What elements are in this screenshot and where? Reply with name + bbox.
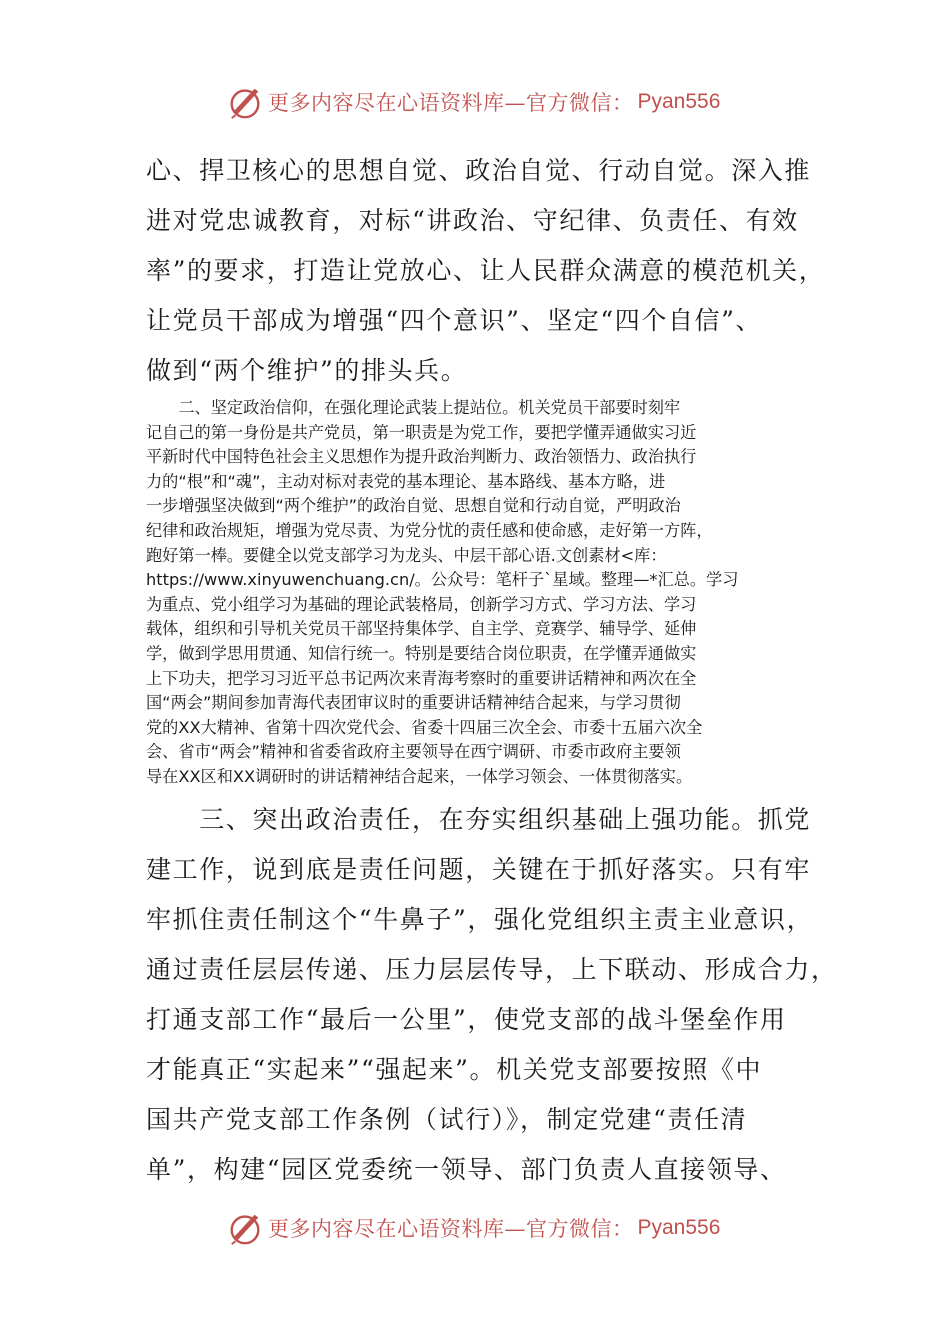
banner-text: 更多内容尽在心语资料库—官方微信：: [268, 91, 634, 115]
text-line: 率”的要求，打造让党放心、让人民群众满意的模范机关，: [146, 256, 826, 285]
pen-circle-logo-icon: [226, 1209, 264, 1247]
text-line: https://www.xinyuwenchuang.cn/。公众号：笔杆子`星域。整理—*汇总。学习: [146, 570, 739, 590]
text-line: 通过责任层层传递、压力层层传导，上下联动、形成合力，: [146, 955, 838, 984]
text-line: 让党员干部成为增强“四个意识”、坚定“四个自信”、: [146, 306, 763, 335]
text-line: 导在XX区和XX调研时的讲话精神结合起来，一体学习领会、一体贯彻落实。: [146, 766, 693, 786]
text-line: 打通支部工作“最后一公里”，使党支部的战斗堡垒作用: [146, 1005, 787, 1034]
paragraph-section-two: [146, 396, 806, 790]
paragraph-top: [146, 146, 826, 396]
text-line: 一步增强坚决做到“两个维护”的政治自觉、思想自觉和行动自觉，严明政治: [146, 496, 681, 516]
header-banner: [226, 82, 720, 122]
text-line: 心、捍卫核心的思想自觉、政治自觉、行动自觉。深入推: [146, 156, 812, 185]
text-line: 学，做到学思用贯通、知信行统一。特别是要结合岗位职责，在学懂弄通做实: [146, 643, 697, 663]
footer-banner: [226, 1208, 720, 1248]
text-line: 牢抓住责任制这个“牛鼻子”，强化党组织主责主业意识，: [146, 905, 814, 934]
text-line: 单”，构建“园区党委统一领导、部门负责人直接领导、: [146, 1155, 787, 1184]
banner-wechat-id: Pyan556: [637, 1216, 721, 1239]
paragraph-section-three: [146, 795, 838, 1195]
text-line: 平新时代中国特色社会主义思想作为提升政治判断力、政治领悟力、政治执行: [146, 447, 697, 467]
text-line: 国共产党支部工作条例（试行）》，制定党建“责任清: [146, 1105, 748, 1134]
banner-wechat-id: Pyan556: [637, 90, 721, 113]
text-line: 党的XX大精神、省第十四次党代会、省委十四届三次全会、市委十五届六次全: [146, 717, 703, 737]
text-line: 跑好第一棒。要健全以党支部学习为龙头、中层干部心语.文创素材<库：: [146, 545, 667, 565]
text-line: 做到“两个维护”的排头兵。: [146, 356, 468, 385]
text-line: 记自己的第一身份是共产党员，第一职责是为党工作，要把学懂弄通做实习近: [146, 422, 697, 442]
text-line: 纪律和政治规矩，增强为党尽责、为党分忧的责任感和使命感，走好第一方阵，: [146, 520, 713, 540]
text-line: 才能真正“实起来”“强起来”。机关党支部要按照《中: [146, 1055, 763, 1084]
text-line: 力的“根”和“魂”，主动对标对表党的基本理论、基本路线、基本方略，进: [146, 471, 666, 491]
text-line: 建工作，说到底是责任问题，关键在于抓好落实。只有牢: [146, 855, 812, 884]
pen-circle-logo-icon: [226, 83, 264, 121]
text-line: 国“两会”期间参加青海代表团审议时的重要讲话精神结合起来，与学习贯彻: [146, 693, 681, 713]
text-line: 二、坚定政治信仰，在强化理论武装上提站位。机关党员干部要时刻牢: [146, 398, 681, 417]
text-line: 三、突出政治责任，在夯实组织基础上强功能。抓党: [146, 805, 812, 834]
text-line: 为重点、党小组学习为基础的理论武装格局，创新学习方式、学习方法、学习: [146, 594, 697, 614]
text-line: 会、省市“两会”精神和省委省政府主要领导在西宁调研、市委市政府主要领: [146, 742, 681, 762]
text-line: 进对党忠诚教育，对标“讲政治、守纪律、负责任、有效: [146, 206, 799, 235]
banner-text: 更多内容尽在心语资料库—官方微信：: [268, 1217, 634, 1241]
text-line: 载体，组织和引导机关党员干部坚持集体学、自主学、竞赛学、辅导学、延伸: [146, 619, 697, 639]
text-line: 上下功夫，把学习习近平总书记两次来青海考察时的重要讲话精神和两次在全: [146, 668, 697, 688]
